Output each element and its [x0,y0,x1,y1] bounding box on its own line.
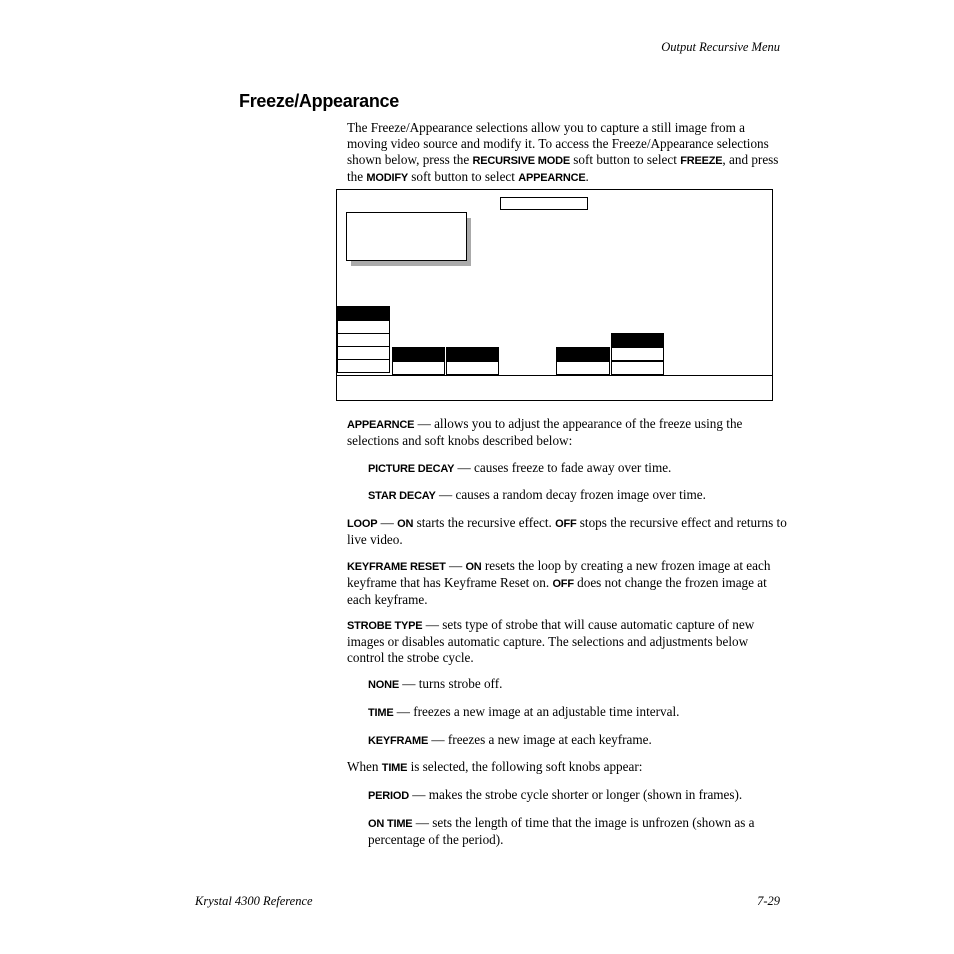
item-keyframe-reset: KEYFRAME RESET — ON resets the loop by creating a new frozen image at each keyframe that has Keyframe Reset on. OFF does not change the frozen image at each keyframe. [347,558,771,607]
item-on-time: ON TIME — sets the length of time that the image is unfrozen (shown as a percentage of the period). [368,815,755,847]
intro-paragraph: The Freeze/Appearance selections allow you to capture a still image from a moving video source and modify it. To access the Freeze/Appearance selections shown below, press the RECURSIVE MODE soft button to select FREEZE, and press the MODIFY soft button to select APPEARNCE. [347,120,779,184]
popup-box [346,212,467,261]
column-5-cell [611,347,664,361]
column-5-header [611,333,664,347]
menu-divider [337,375,772,376]
item-period: PERIOD — makes the strobe cycle shorter or longer (shown in frames). [368,787,743,802]
left-column-cell [337,346,390,360]
column-2-cell [392,361,445,375]
left-column-cell [337,320,390,334]
column-4-header [556,347,610,361]
menu-title-box [500,197,588,210]
column-4-cell [556,361,610,375]
left-column-cell [337,333,390,347]
section-title: Freeze/Appearance [239,91,399,111]
item-none: NONE — turns strobe off. [368,676,503,691]
item-keyframe: KEYFRAME — freezes a new image at each keyframe. [368,732,652,747]
page-number: 7-29 [757,894,780,908]
item-time: TIME — freezes a new image at an adjustable time interval. [368,704,680,719]
left-column-cell [337,359,390,373]
item-star-decay: STAR DECAY — causes a random decay frozen image over time. [368,487,706,502]
footer-title: Krystal 4300 Reference [195,894,313,908]
item-loop: LOOP — ON starts the recursive effect. OFF stops the recursive effect and returns to live video. [347,515,787,547]
column-3-header [446,347,499,361]
column-3-cell [446,361,499,375]
menu-diagram [336,189,773,401]
column-5-cell [611,361,664,375]
running-head: Output Recursive Menu [661,40,780,54]
item-strobe-type: STROBE TYPE — sets type of strobe that will cause automatic capture of new images or disables automatic capture. The selections and adjustments below control the strobe cycle. [347,617,755,665]
left-column-header [337,306,390,320]
item-picture-decay: PICTURE DECAY — causes freeze to fade away over time. [368,460,672,475]
column-2-header [392,347,445,361]
item-when-time: When TIME is selected, the following soft knobs appear: [347,759,643,774]
item-appearnce: APPEARNCE — allows you to adjust the appearance of the freeze using the selections and soft knobs described below: [347,416,743,448]
